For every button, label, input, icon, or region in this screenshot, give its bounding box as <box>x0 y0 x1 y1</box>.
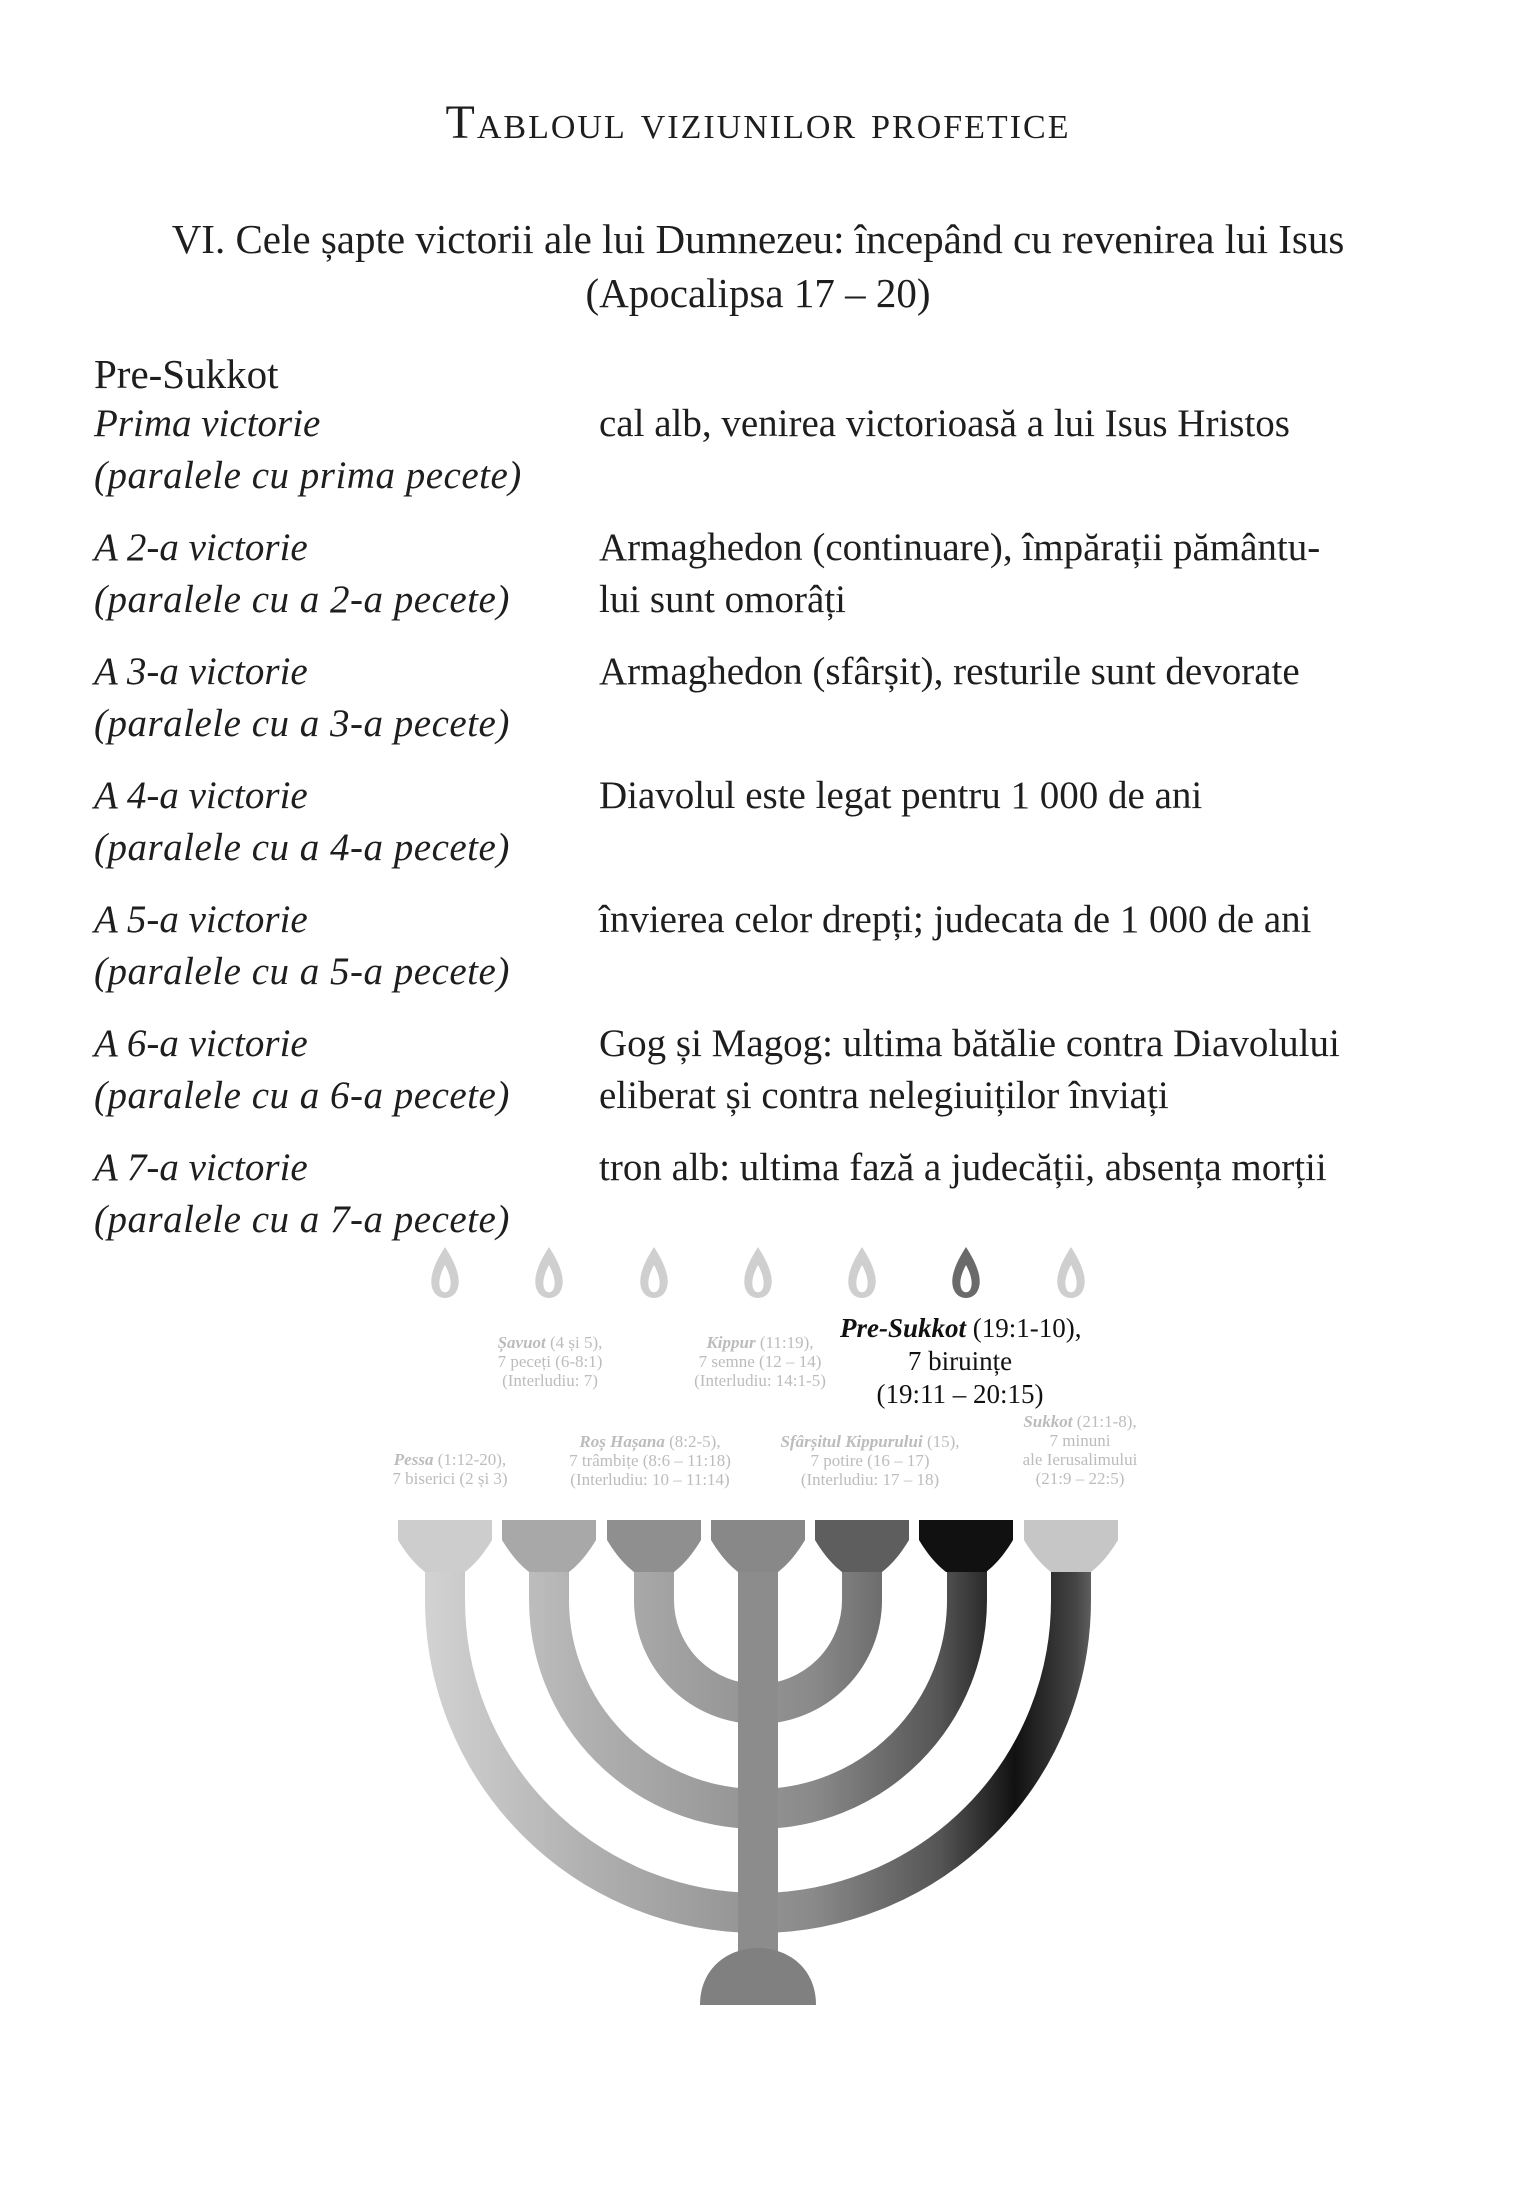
cup-3 <box>607 1520 701 1572</box>
section-subtitle: Pre-Sukkot <box>94 351 279 397</box>
victory-description <box>599 646 1516 698</box>
label-line: (Interludiu: 14:1-5) <box>694 1371 826 1390</box>
label-line: (Interludiu: 17 – 18) <box>800 1470 940 1489</box>
flames <box>431 1247 1084 1298</box>
description-line: eliberat și contra nelegiuiților înviați <box>599 1074 1169 1117</box>
menorah-base <box>700 1948 816 2005</box>
victory-title: A 3-a victorie <box>94 650 308 693</box>
label-ref: (15), <box>922 1432 960 1451</box>
victory-title: A 4-a victorie <box>94 774 308 817</box>
victory-row-1 <box>94 398 1474 522</box>
label-line: (Interludiu: 7) <box>502 1371 598 1390</box>
label-line: 7 biserici (2 și 3) <box>392 1469 508 1488</box>
description-line: lui sunt omorâți <box>599 578 846 621</box>
label-ref: (11:19), <box>755 1333 814 1352</box>
victory-title: Prima victorie <box>94 402 321 445</box>
description-line: Armaghedon (sfârșit), resturile sunt devorate <box>599 650 1300 693</box>
label-line: 7 peceți (6-8:1) <box>497 1352 603 1371</box>
flame-icon <box>1057 1247 1084 1298</box>
label-line: 7 semne (12 – 14) <box>698 1352 822 1371</box>
flame-icon <box>744 1247 771 1298</box>
victory-row-3 <box>94 646 1474 770</box>
label-name: Kippur <box>706 1333 756 1352</box>
label-line: 7 potire (16 – 17) <box>810 1451 930 1470</box>
description-line: Armaghedon (continuare), împărații pământu- <box>599 526 1321 569</box>
description-line: Gog și Magog: ultima bătălie contra Diavolului <box>599 1022 1340 1065</box>
victory-parallel: (paralele cu a 7-a pecete) <box>94 1198 510 1241</box>
description-line: învierea celor drepți; judecata de 1 000 de ani <box>599 898 1312 941</box>
label-ref: (21:1-8), <box>1072 1412 1137 1431</box>
victory-parallel: (paralele cu prima pecete) <box>94 454 522 497</box>
victory-parallel: (paralele cu a 6-a pecete) <box>94 1074 510 1117</box>
victory-description <box>599 522 1516 626</box>
label-line: (Interludiu: 10 – 11:14) <box>570 1470 730 1489</box>
label-ref: (1:12-20), <box>433 1450 507 1469</box>
menorah-cups <box>398 1520 1118 1572</box>
victory-description <box>599 1142 1516 1194</box>
section-title-line1: VI. Cele șapte victorii ale lui Dumnezeu: începând cu revenirea lui Isus <box>171 216 1345 262</box>
section-title-line2: (Apocalipsa 17 – 20) <box>585 270 931 316</box>
flame-icon <box>431 1247 458 1298</box>
label-ref: (19:1-10), <box>966 1313 1082 1343</box>
victory-title: A 5-a victorie <box>94 898 308 941</box>
victory-parallel: (paralele cu a 3-a pecete) <box>94 702 510 745</box>
cup-1 <box>398 1520 492 1572</box>
victory-name <box>94 522 510 626</box>
victory-name <box>94 398 522 502</box>
victory-name <box>94 646 510 750</box>
label-name: Roș Hașana <box>579 1432 665 1451</box>
victory-description <box>599 894 1516 946</box>
victory-name <box>94 894 510 998</box>
label-name: Pre-Sukkot <box>840 1313 967 1343</box>
cup-7 <box>1024 1520 1118 1572</box>
victory-title: A 7-a victorie <box>94 1146 308 1189</box>
label-line: 7 biruințe <box>907 1346 1013 1376</box>
victories-list <box>94 398 1474 1266</box>
label-line: 7 minuni <box>1049 1431 1111 1450</box>
flame-icon <box>535 1247 562 1298</box>
victory-parallel: (paralele cu a 5-a pecete) <box>94 950 510 993</box>
page-title: Tabloul viziunilor profetice <box>445 96 1071 149</box>
victory-name <box>94 770 510 874</box>
victory-title: A 6-a victorie <box>94 1022 308 1065</box>
label-line: (19:11 – 20:15) <box>876 1379 1044 1409</box>
section-title <box>100 212 1416 320</box>
victory-description <box>599 1018 1516 1122</box>
label-name: Sfârșitul Kippurului <box>780 1432 923 1451</box>
flame-icon <box>848 1247 875 1298</box>
description-line: tron alb: ultima fază a judecății, absența morții <box>599 1146 1327 1189</box>
victory-name <box>94 1018 510 1122</box>
label-name: Pessa <box>393 1450 434 1469</box>
description-line: cal alb, venirea victorioasă a lui Isus Hristos <box>599 402 1290 445</box>
label-name: Sukkot <box>1023 1412 1073 1431</box>
cup-4 <box>711 1520 805 1572</box>
victory-parallel: (paralele cu a 2-a pecete) <box>94 578 510 621</box>
victory-row-4 <box>94 770 1474 894</box>
victory-row-5 <box>94 894 1474 1018</box>
victory-parallel: (paralele cu a 4-a pecete) <box>94 826 510 869</box>
label-ref: (8:2-5), <box>664 1432 721 1451</box>
menorah-illustration <box>0 1230 1516 2080</box>
flame-icon-active <box>952 1247 979 1298</box>
label-name: Șavuot <box>497 1333 546 1352</box>
victory-description <box>599 398 1516 450</box>
label-line: 7 trâmbițe (8:6 – 11:18) <box>569 1451 731 1470</box>
flame-icon <box>640 1247 667 1298</box>
label-ref: (4 și 5), <box>545 1333 603 1352</box>
cup-5 <box>815 1520 909 1572</box>
menorah-stem <box>738 1555 778 1965</box>
victory-row-2 <box>94 522 1474 646</box>
description-line: Diavolul este legat pentru 1 000 de ani <box>599 774 1203 817</box>
cup-2 <box>502 1520 596 1572</box>
label-line: ale Ierusalimului <box>1022 1450 1138 1469</box>
victory-row-6 <box>94 1018 1474 1142</box>
victory-description <box>599 770 1516 822</box>
victory-title: A 2-a victorie <box>94 526 308 569</box>
label-line: (21:9 – 22:5) <box>1035 1469 1125 1488</box>
cup-6-active <box>919 1520 1013 1572</box>
